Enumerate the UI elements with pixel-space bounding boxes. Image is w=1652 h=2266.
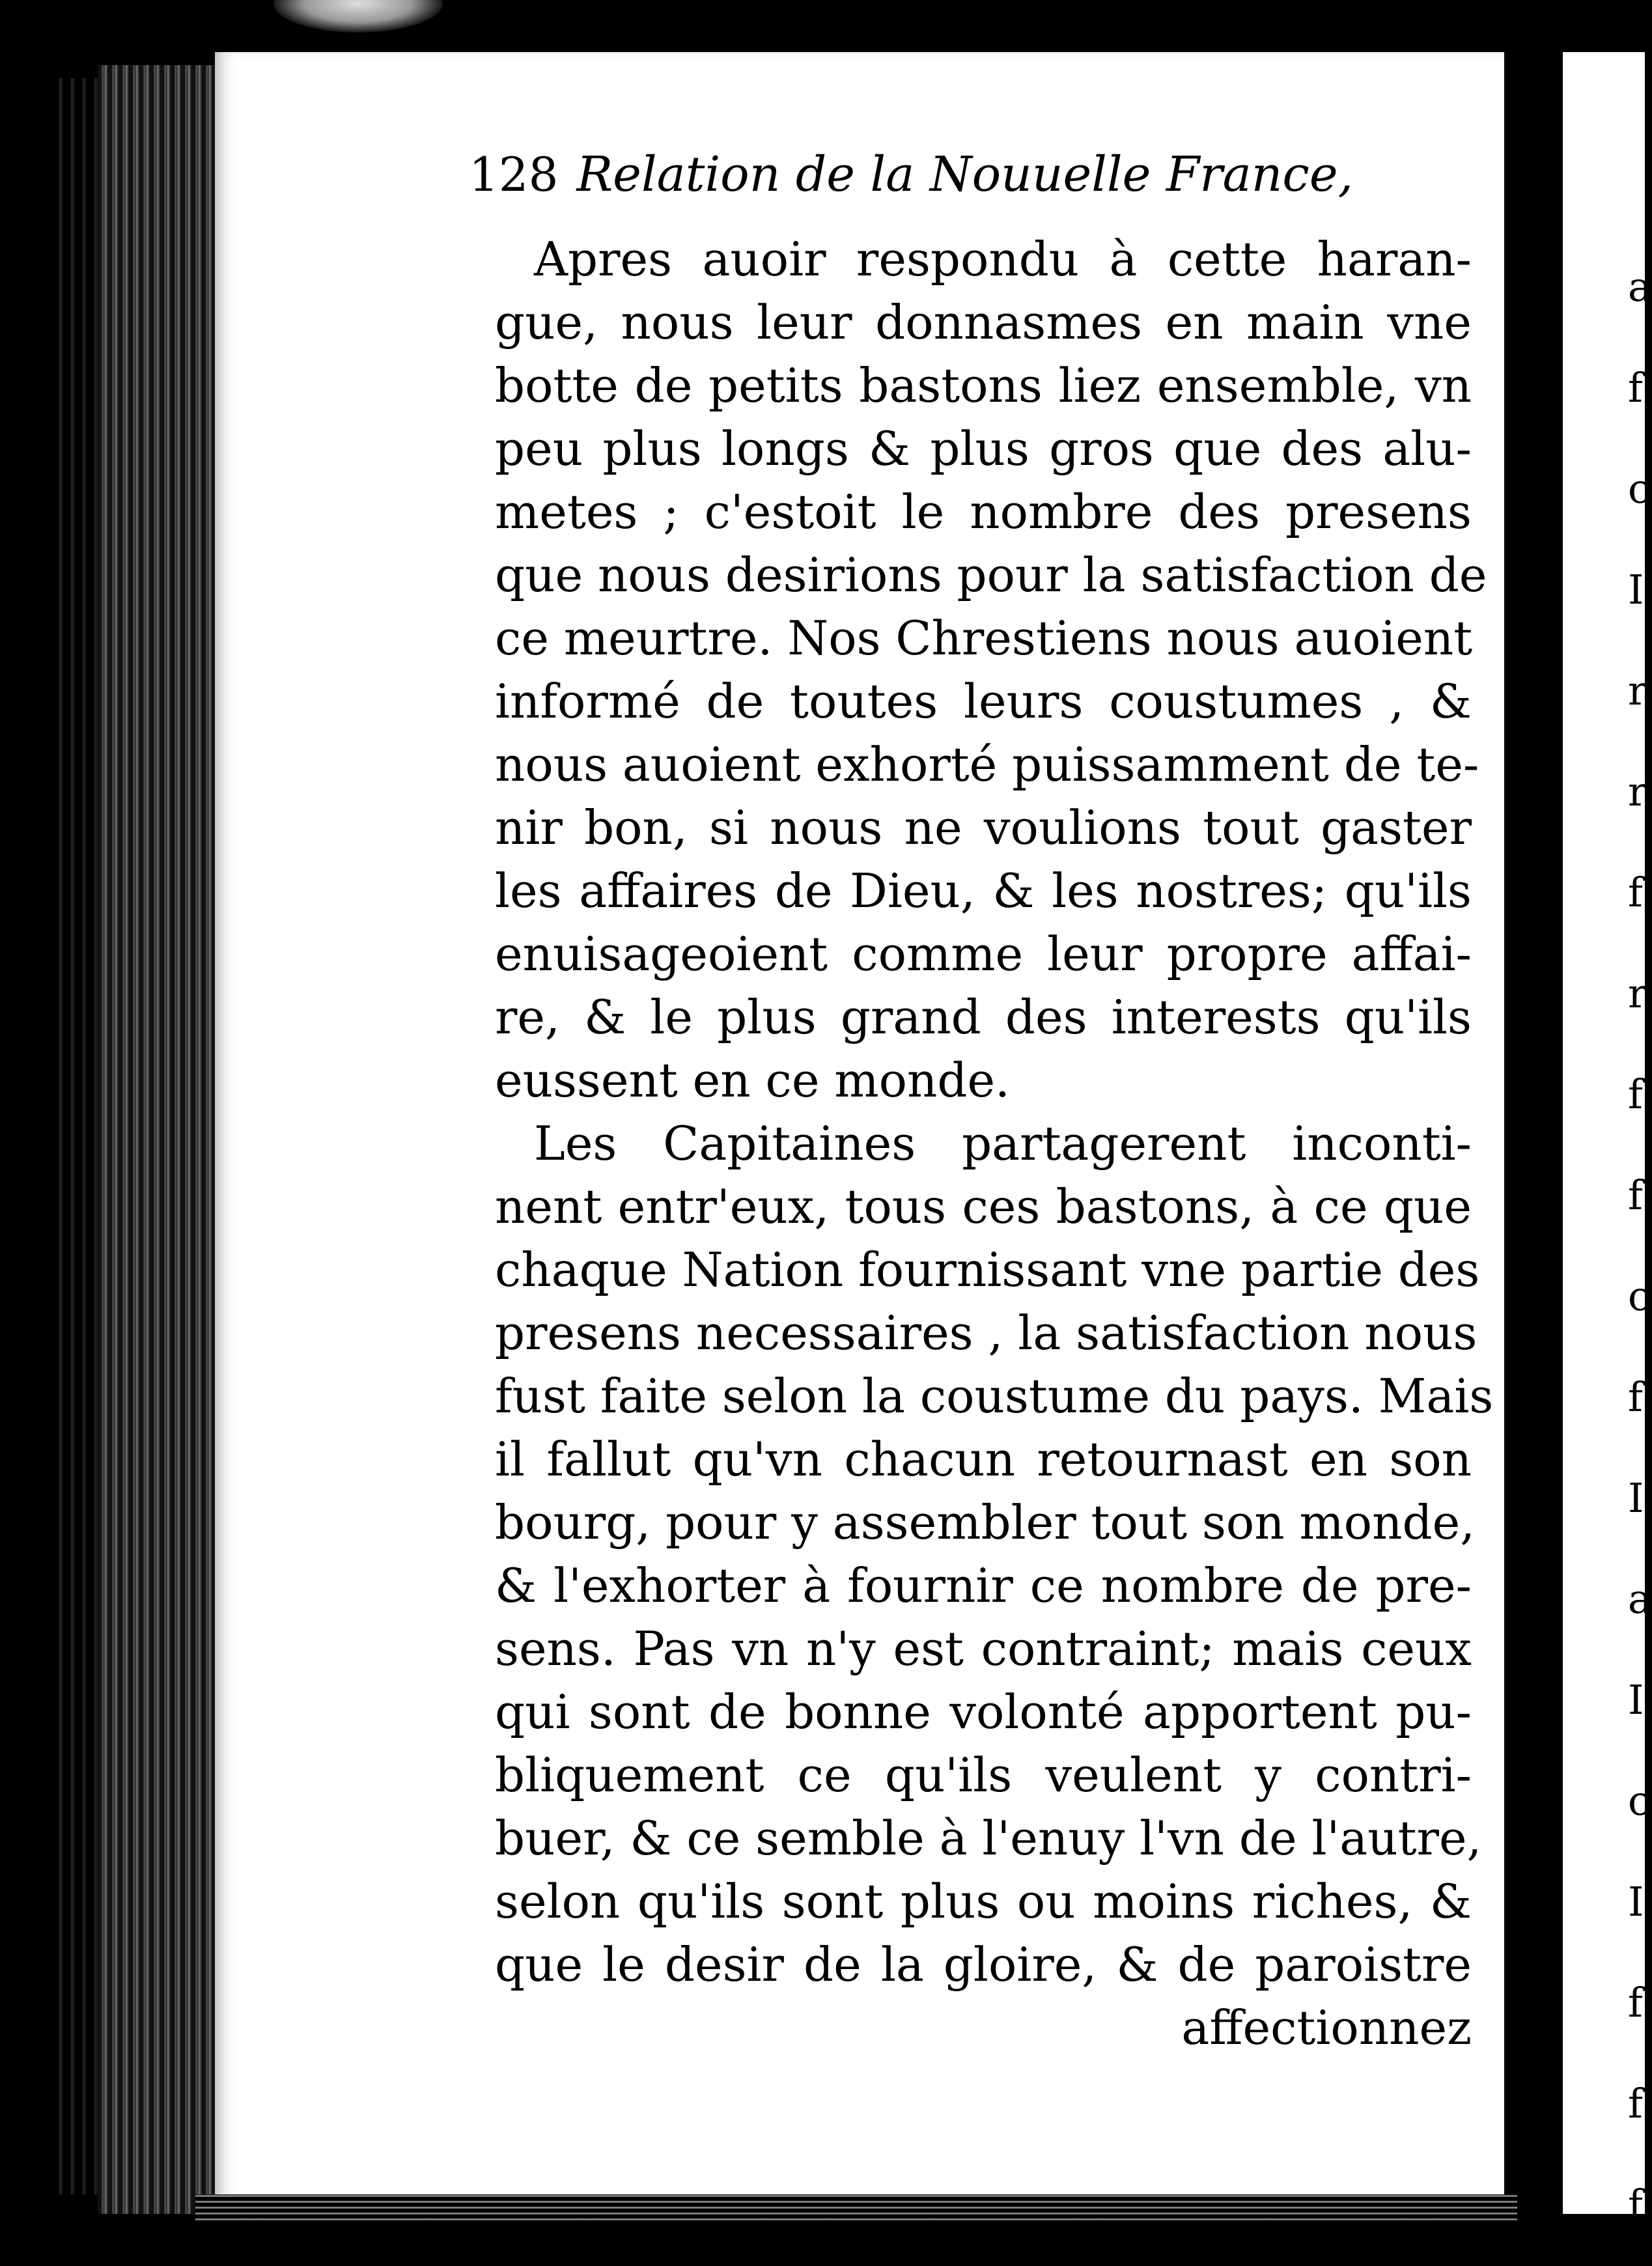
body-text: [495, 228, 1494, 2060]
facing-page-glyph: c: [1628, 465, 1651, 512]
facing-page-glyph: f: [1628, 1070, 1643, 1118]
page-number: 128: [469, 147, 559, 202]
facing-page-glyph: c: [1628, 1272, 1651, 1320]
text-line: qui sont de bonne volonté apportent pu-: [495, 1685, 1472, 1739]
catchword: affectionnez: [1181, 2000, 1472, 2055]
text-line: il fallut qu'vn chacun retournast en son: [495, 1432, 1472, 1487]
paragraph-1: [495, 228, 1487, 1112]
facing-page-glyph: c: [1628, 1777, 1651, 1825]
page-header: [469, 147, 1472, 218]
facing-page-glyph: r: [1628, 768, 1647, 815]
facing-page-glyph: r: [1628, 970, 1647, 1017]
facing-page-glyph: f: [1628, 364, 1643, 412]
facing-page-glyph: f: [1628, 1171, 1643, 1219]
ink-blot: [273, 0, 443, 33]
running-head: Relation de la Nouuelle France,: [576, 147, 1354, 203]
text-line: Les Capitaines partagerent inconti-: [534, 1116, 1472, 1171]
text-line: fust faite selon la coustume du pays. Mais: [495, 1369, 1494, 1423]
text-line: informé de toutes leurs coustumes , &: [495, 674, 1472, 729]
facing-page-glyph: a: [1628, 263, 1652, 311]
book-fore-edge: [98, 65, 221, 2214]
facing-page-glyph: I: [1628, 1474, 1644, 1522]
text-line: eussent en ce monde.: [495, 1053, 1010, 1108]
text-line: selon qu'ils sont plus ou moins riches, &: [495, 1874, 1472, 1929]
facing-page-glyph: f: [1628, 2181, 1643, 2228]
facing-page-glyph: I: [1628, 566, 1644, 613]
text-line: Apres auoir respondu à cette haran-: [534, 232, 1472, 287]
text-line: bliquement ce qu'ils veulent y contri-: [495, 1748, 1472, 1802]
text-line: & l'exhorter à fournir ce nombre de pre-: [495, 1558, 1472, 1613]
text-line: gue, nous leur donnasmes en main vne: [495, 295, 1472, 350]
text-line: nir bon, si nous ne voulions tout gaster: [495, 800, 1472, 855]
facing-page-glyph: f: [1628, 869, 1643, 916]
paragraph-2: [495, 1112, 1494, 1996]
text-line: nent entr'eux, tous ces bastons, à ce que: [495, 1179, 1472, 1234]
text-line: que le desir de la gloire, & de paroistre: [495, 1937, 1472, 1992]
text-line: que nous desirions pour la satisfaction de: [495, 548, 1487, 602]
text-line: re, & le plus grand des interests qu'ils: [495, 990, 1472, 1044]
facing-page-glyph: f: [1628, 1373, 1643, 1421]
text-line: peu plus longs & plus gros que des alu-: [495, 421, 1472, 476]
text-line: chaque Nation fournissant vne partie des: [495, 1242, 1480, 1297]
page-bottom-edge: [195, 2194, 1517, 2224]
text-line: les affaires de Dieu, & les nostres; qu'ils: [495, 863, 1472, 918]
text-line: sens. Pas vn n'y est contraint; mais ceux: [495, 1621, 1472, 1676]
text-line: ce meurtre. Nos Chrestiens nous auoient: [495, 611, 1473, 665]
text-line: metes ; c'estoit le nombre des presens: [495, 484, 1472, 539]
text-line: buer, & ce semble à l'enuy l'vn de l'autre,: [495, 1811, 1482, 1866]
facing-page-glyph: f: [1628, 1979, 1643, 2026]
facing-page-glyph: I: [1628, 1878, 1644, 1925]
facing-page-glyph: r: [1628, 667, 1647, 714]
facing-page-glyph: I: [1628, 1676, 1644, 1724]
text-line: enuisageoient comme leur propre affai-: [495, 927, 1472, 981]
text-line: nous auoient exhorté puissamment de te-: [495, 737, 1479, 792]
text-line: botte de petits bastons liez ensemble, vn: [495, 358, 1472, 413]
facing-page-glyph: f: [1628, 2080, 1643, 2127]
text-line: bourg, pour y assembler tout son monde,: [495, 1495, 1476, 1550]
facing-page-glyph: a: [1628, 1575, 1652, 1623]
text-line: presens necessaires , la satisfaction nous: [495, 1306, 1477, 1360]
facing-page-fragment: [1563, 52, 1652, 2228]
